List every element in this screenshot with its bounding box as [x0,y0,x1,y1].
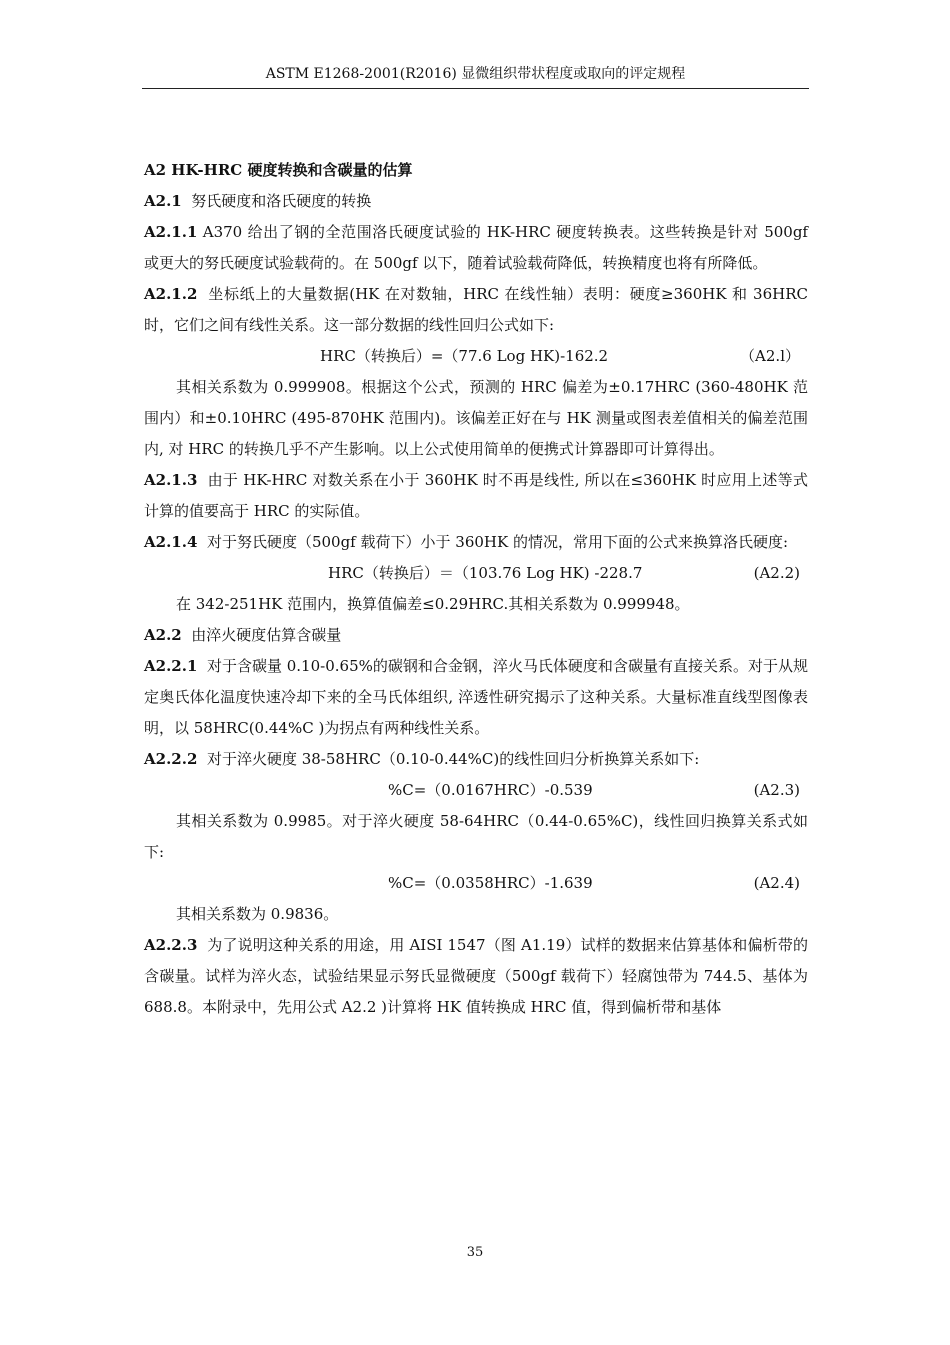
formula-expression: %C=（0.0358HRC）-1.639 [388,874,593,892]
equation-number: （A2.l） [740,347,800,365]
equation-number: (A2.3) [753,781,800,799]
formula-expression: HRC（转换后）=（77.6 Log HK)-162.2 [320,347,609,365]
clause-number: A2.1.4 [144,533,198,551]
page-number: 35 [466,1245,484,1260]
section-number: A2.1 [144,192,182,210]
formula-a2-2 [144,558,808,589]
paragraph-a2-2-3 [144,930,808,1023]
formula-a2-4 [144,868,808,899]
formula-expression: HRC（转换后）＝（103.76 Log HK) -228.7 [328,564,643,582]
paragraph-a2-1-1 [144,217,808,279]
clause-number: A2.2.1 [144,657,198,675]
subsection-a2-1 [144,186,808,217]
paragraph-a2-1-4-cont: 在 342-251HK 范围内，换算值偏差≤0.29HRC.其相关系数为 0.999948。 [176,595,690,613]
clause-number: A2.1.2 [144,285,198,303]
equation-number: (A2.2) [753,564,800,582]
clause-number: A2.1.1 [144,223,198,241]
section-heading: 由淬火硬度估算含碳量 [191,626,342,644]
paragraph-a2-1-2-cont: 其相关系数为 0.999908。根据这个公式，预测的 HRC 偏差为±0.17HRC (360-480HK 范围内）和±0.10HRC (495-870HK 范围内)。该偏差正好在与 HK 测量或图表差值相关的偏差范围内, 对 HRC 的转换几乎不产生影响。以上公式使用简单的便携式计算器即可计算得出。 [144,378,808,458]
clause-text: A370 给出了钢的全范围洛氏硬度试验的 HK-HRC 硬度转换表。这些转换是针对 500gf 或更大的努氏硬度试验载荷的。在 500gf 以下，随着试验载荷降低，转换精度也将有所降低。 [144,223,808,272]
clause-number: A2.2.3 [144,936,198,954]
section-number: A2.2 [144,626,182,644]
paragraph-a2-2-2-cont: 其相关系数为 0.9985。对于淬火硬度 58-64HRC（0.44-0.65%C)，线性回归换算关系式如下: [144,812,808,861]
clause-number: A2.2.2 [144,750,198,768]
subsection-a2-2 [144,620,808,651]
paragraph-a2-2-2-corr: 其相关系数为 0.9836。 [176,905,339,923]
paragraph-a2-1-2 [144,279,808,341]
header-rule [142,88,809,89]
clause-text: 坐标纸上的大量数据(HK 在对数轴，HRC 在线性轴）表明：硬度≥360HK 和 36HRC 时，它们之间有线性关系。这一部分数据的线性回归公式如下: [144,285,808,334]
paragraph-a2-2-1 [144,651,808,744]
paragraph-a2-1-4 [144,527,808,558]
clause-text: 对于淬火硬度 38-58HRC（0.10-0.44%C)的线性回归分析换算关系如下: [206,750,700,768]
clause-text: 对于含碳量 0.10-0.65%的碳钢和合金钢，淬火马氏体硬度和含碳量有直接关系。对于从规定奥氏体化温度快速冷却下来的全马氏体组织, 淬透性研究揭示了这种关系。大量标准直线型图像表明，以 58HRC(0.44%C )为拐点有两种线性关系。 [144,657,808,737]
clause-text: 对于努氏硬度（500gf 载荷下）小于 360HK 的情况，常用下面的公式来换算洛氏硬度: [206,533,789,551]
document-body [144,155,808,1023]
clause-text: 为了说明这种关系的用途，用 AISI 1547（图 A1.19）试样的数据来估算基体和偏析带的含碳量。试样为淬火态，试验结果显示努氏显微硬度（500gf 载荷下）轻腐蚀带为 744.5、基体为 688.8。本附录中，先用公式 A2.2 )计算将 HK 值转换成 HRC 值，得到偏析带和基体 [144,936,808,1016]
clause-number: A2.1.3 [144,471,198,489]
formula-a2-3 [144,775,808,806]
running-header: ASTM E1268-2001(R2016) 显微组织带状程度或取向的评定规程 [265,66,686,82]
paragraph-a2-2-2 [144,744,808,775]
section-heading: 努氏硬度和洛氏硬度的转换 [191,192,372,210]
clause-text: 由于 HK-HRC 对数关系在小于 360HK 时不再是线性, 所以在≤360HK 时应用上述等式计算的值要高于 HRC 的实际值。 [144,471,808,520]
formula-a2-1 [144,341,808,372]
formula-expression: %C=（0.0167HRC）-0.539 [388,781,593,799]
paragraph-a2-1-3 [144,465,808,527]
section-title: A2 HK-HRC 硬度转换和含碳量的估算 [144,161,413,179]
equation-number: (A2.4) [753,874,800,892]
